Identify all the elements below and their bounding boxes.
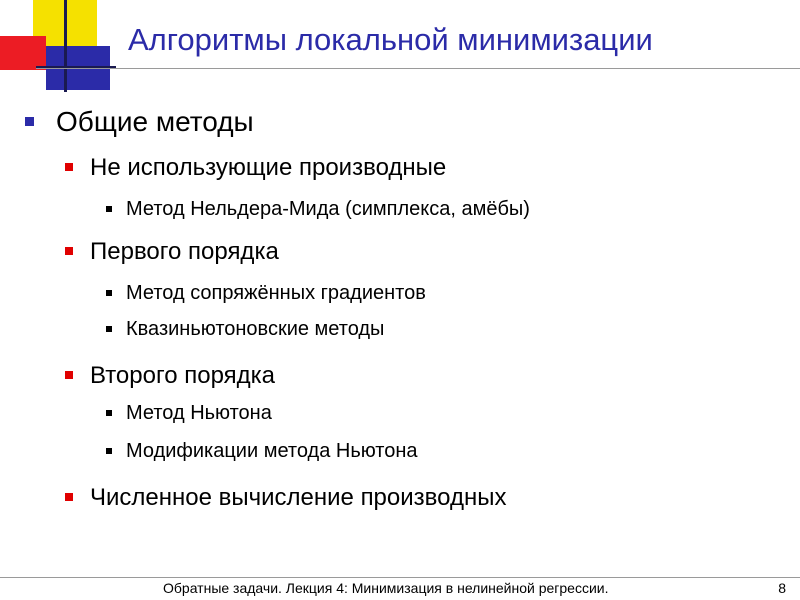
square-bullet-icon <box>65 163 73 171</box>
list-item <box>90 238 279 266</box>
title-divider <box>36 68 800 69</box>
list-item-text: Не использующие производные <box>90 154 447 181</box>
footer-divider <box>0 577 800 578</box>
list-item-text: Модификации метода Ньютона <box>126 440 418 462</box>
list-item <box>126 402 272 425</box>
square-bullet-icon <box>106 326 112 332</box>
deco-vertical-line <box>64 0 67 92</box>
square-bullet-icon <box>65 371 73 379</box>
list-item-text: Второго порядка <box>90 362 276 389</box>
deco-red-square <box>0 36 46 70</box>
square-bullet-icon <box>25 117 34 126</box>
square-bullet-icon <box>65 247 73 255</box>
list-item <box>90 154 446 182</box>
list-item <box>90 484 506 512</box>
square-bullet-icon <box>65 493 73 501</box>
list-item-text: Квазиньютоновские методы <box>126 318 385 340</box>
list-item-text: Первого порядка <box>90 238 279 265</box>
square-bullet-icon <box>106 448 112 454</box>
square-bullet-icon <box>106 410 112 416</box>
square-bullet-icon <box>106 290 112 296</box>
list-item-text: Метод сопряжённых градиентов <box>126 282 426 304</box>
list-item <box>90 362 275 390</box>
list-item <box>126 282 426 305</box>
list-item-text: Метод Нельдера-Мида (симплекса, амёбы) <box>126 198 530 220</box>
list-item-text: Общие методы <box>56 106 254 137</box>
list-item <box>126 440 418 463</box>
list-item <box>126 318 384 341</box>
list-item <box>56 106 254 138</box>
slide-footer: Обратные задачи. Лекция 4: Минимизация в нелинейной регрессии. <box>163 580 609 596</box>
slide-title: Алгоритмы локальной минимизации <box>128 22 653 57</box>
page-number: 8 <box>778 580 786 596</box>
list-item <box>126 198 530 221</box>
list-item-text: Численное вычисление производных <box>90 484 507 511</box>
list-item-text: Метод Ньютона <box>126 402 272 424</box>
square-bullet-icon <box>106 206 112 212</box>
